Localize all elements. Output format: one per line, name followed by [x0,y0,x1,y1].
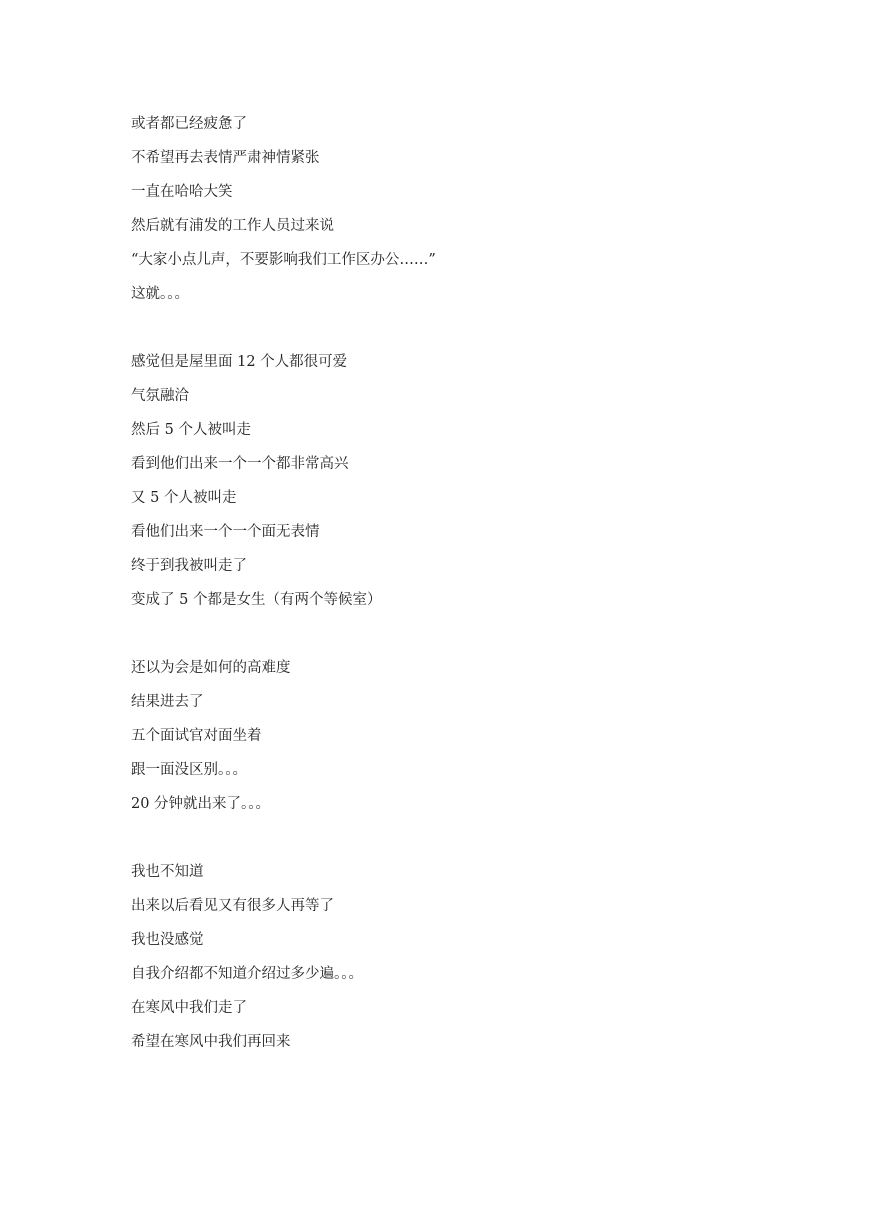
text-line: 我也不知道 [131,864,204,880]
text-line: “大家小点儿声，不要影响我们工作区办公……” [131,252,436,268]
text-line: 自我介绍都不知道介绍过多少遍。。。 [131,966,363,982]
text-line: 一直在哈哈大笑 [131,184,233,200]
text-line: 终于到我被叫走了 [131,558,247,574]
text-line: 出来以后看见又有很多人再等了 [131,898,334,914]
paragraph-gap [131,617,751,651]
paragraph-4 [131,855,751,1059]
text-line: 不希望再去表情严肃神情紧张 [131,150,320,166]
text-line: 这就。。。 [131,286,189,302]
text-line: 还以为会是如何的高难度 [131,660,291,676]
text-line: 希望在寒风中我们再回来 [131,1034,291,1050]
paragraph-3 [131,651,751,821]
paragraph-1 [131,107,751,311]
paragraph-gap [131,821,751,855]
text-line: 又 5 个人被叫走 [131,490,237,506]
text-line: 我也没感觉 [131,932,204,948]
paragraph-gap [131,311,751,345]
text-line: 五个面试官对面坐着 [131,728,262,744]
text-line: 在寒风中我们走了 [131,1000,247,1016]
text-line: 看他们出来一个一个面无表情 [131,524,320,540]
document-body [131,107,751,1059]
text-line: 感觉但是屋里面 12 个人都很可爱 [131,354,348,370]
text-line: 结果进去了 [131,694,204,710]
text-line: 跟一面没区别。。。 [131,762,247,778]
text-line: 看到他们出来一个一个都非常高兴 [131,456,349,472]
paragraph-2 [131,345,751,617]
text-line: 气氛融洽 [131,388,189,404]
text-line: 变成了 5 个都是女生（有两个等候室） [131,592,382,608]
text-line: 或者都已经疲惫了 [131,116,247,132]
text-line: 然后 5 个人被叫走 [131,422,251,438]
text-line: 然后就有浦发的工作人员过来说 [131,218,334,234]
text-line: 20 分钟就出来了。。。 [131,796,271,812]
